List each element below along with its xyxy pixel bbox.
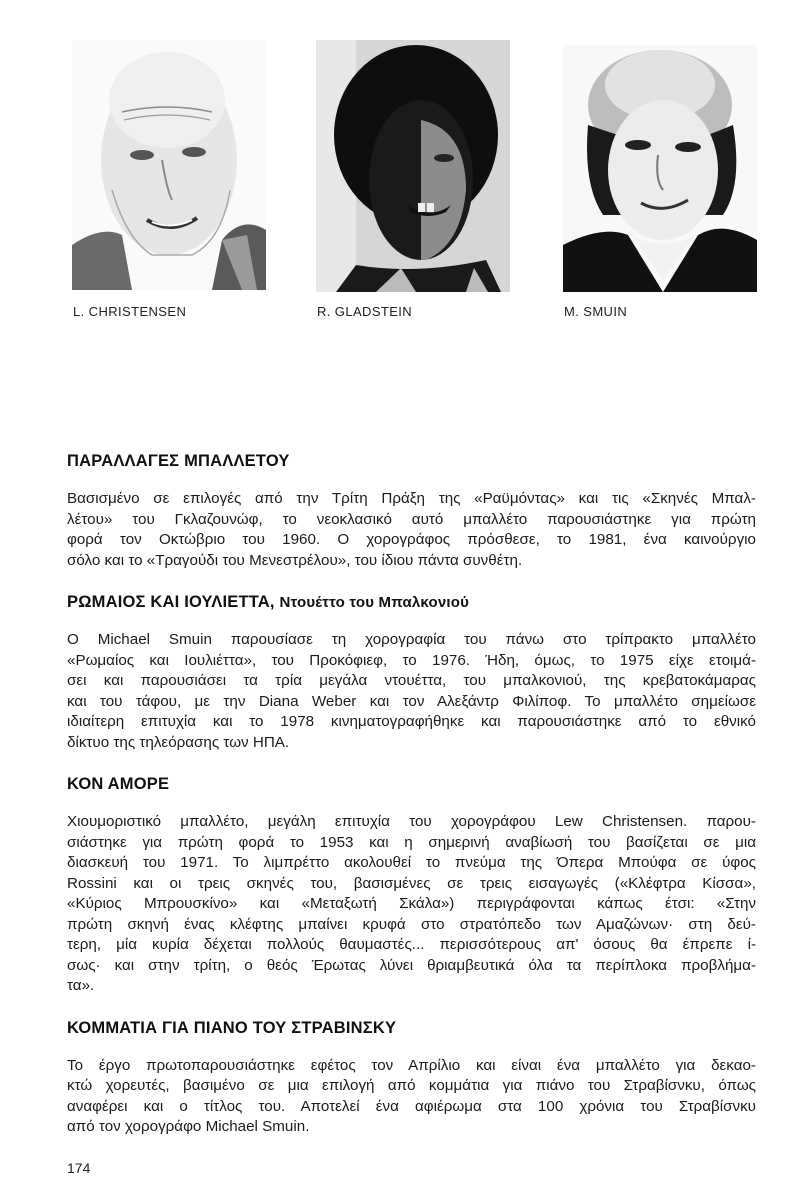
portrait-image	[316, 40, 510, 292]
portrait-image	[72, 40, 266, 290]
text-line: Το έργο πρωτοπαρουσιάστηκε εφέτος τον Απρίλιο και είναι ένα μπαλλέτο για δεκαο-	[67, 1056, 756, 1074]
section-paragraph	[67, 1056, 756, 1138]
section-title-text: ΠΑΡΑΛΛΑΓΕΣ ΜΠΑΛΛΕΤΟΥ	[67, 452, 290, 470]
portrait-image	[563, 45, 757, 292]
text-line: από τον χορογράφο Michael Smuin.	[67, 1118, 310, 1135]
text-line: φορά τον Οκτώβριο του 1960. Ο χορογράφος πρόσθεσε, το 1981, ένα καινούργιο	[67, 531, 756, 548]
text-line: ιδιαίτερη επιτυχία και το 1978 κινηματογραφήθηκε και παρουσιάστηκε από το εθνικό	[67, 713, 756, 730]
portrait-photo-gladstein	[316, 40, 510, 292]
text-line: τα».	[67, 977, 95, 994]
text-line: αναφέρει και ο τίτλος του. Αποτελεί ένα αφιέρωμα στα 100 χρόνια του Στραβίσνκυ	[67, 1097, 756, 1115]
page-number: 174	[67, 1160, 91, 1176]
text-line: Ο Michael Smuin παρουσίασε τη χορογραφία του πάνω στο τρίπρακτο μπαλλέτο	[67, 631, 756, 648]
section-paragraph	[67, 812, 756, 997]
text-line: δίκτυο της τηλεόρασης των ΗΠΑ.	[67, 733, 290, 751]
text-line: Χιουμοριστικό μπαλλέτο, μεγάλη επιτυχία του χορογράφου Lew Christensen. παρου-	[67, 813, 756, 830]
section-title	[67, 775, 756, 794]
text-line: σιάστηκε για πρώτη φορά το 1953 και η σημερινή αναβίωσή του βασίζεται σε μια	[67, 833, 756, 851]
text-line: «Κύριος Μπρουσκίνο» και «Μεταξωτή Σκάλα») περιγράφονται κάπως έτσι: «Στην	[67, 895, 756, 912]
photo-caption: R. GLADSTEIN	[317, 304, 413, 319]
portrait-photo-smuin	[563, 45, 757, 292]
section-title	[67, 593, 756, 612]
text-line: πρώτη σκηνή ένας κλέφτης μπαίνει κρυφά στο στρατόπεδο των Αμαζώνων· στη δεύ-	[67, 915, 756, 933]
text-line: κτώ χορευτές, βασιμένο σε μια επιλογή από κομμάτια για πιάνο του Στραβίσνκυ, όπως	[67, 1077, 756, 1094]
section-paragraph	[67, 630, 756, 753]
text-line: «Ρωμαίος και Ιουλιέττα», του Προκόφιεφ, το 1976. Ήδη, όμως, το 1975 είχε ετοιμά-	[67, 651, 756, 669]
text-line: σει και παρουσιάσει τα τρία μεγάλα ντουέττα, του μπαλκονιού, της κρεβατοκάμαρας	[67, 672, 756, 689]
photo-caption: L. CHRISTENSEN	[73, 304, 187, 319]
text-line: και του τάφου, με την Diana Weber και τον Αλεξάντρ Φιλίποφ. Το μπαλλέτο σημείωσε	[67, 692, 756, 710]
portrait-photo-christensen	[72, 40, 266, 290]
section-title	[67, 1019, 756, 1038]
section-paragraph	[67, 489, 756, 571]
text-line: σόλο και το «Τραγούδι του Μενεστρέλου», του ίδιου πάντα συνθέτη.	[67, 551, 523, 569]
section-subtitle: Ντουέττο του Μπαλκονιού	[279, 594, 470, 611]
text-line: σως· και στην τρίτη, ο θεός Έρωτας λύνει θριαμβευτικά όλα τα περίπλοκα προβλήμα-	[67, 956, 756, 974]
text-line: Rossini και οι τρεις σκηνές του, βασισμένες σε τρεις εισαγωγές («Κλέφτρα Κίσσα»,	[67, 874, 756, 892]
text-line: λέτου» του Γκλαζουνώφ, το νεοκλασικό αυτό μπαλλέτο παρουσιάστηκε για πρώτη	[67, 510, 756, 528]
section-title	[67, 452, 756, 471]
section-title-text: ΚΟΝ ΑΜΟΡΕ	[67, 775, 170, 793]
article-body	[67, 452, 756, 1160]
text-line: διασκευή του 1971. Το λιμπρέττο ακολουθεί το πνεύμα της Όπερα Μπούφα σε ύφος	[67, 854, 756, 871]
text-line: Βασισμένο σε επιλογές από την Τρίτη Πράξη της «Ραϋμόντας» και τις «Σκηνές Μπαλ-	[67, 490, 756, 507]
photo-caption: M. SMUIN	[564, 304, 628, 319]
text-line: τερη, μία κυρία δέχεται πολλούς θαυμαστές... περισσότερους απ' όσους θα έπρεπε ί-	[67, 936, 756, 953]
section-title-text: ΡΩΜΑΙΟΣ ΚΑΙ ΙΟΥΛΙΕΤΤΑ,	[67, 593, 275, 611]
section-title-text: ΚΟΜΜΑΤΙΑ ΓΙΑ ΠΙΑΝΟ ΤΟΥ ΣΤΡΑΒΙΝΣΚΥ	[67, 1018, 397, 1037]
